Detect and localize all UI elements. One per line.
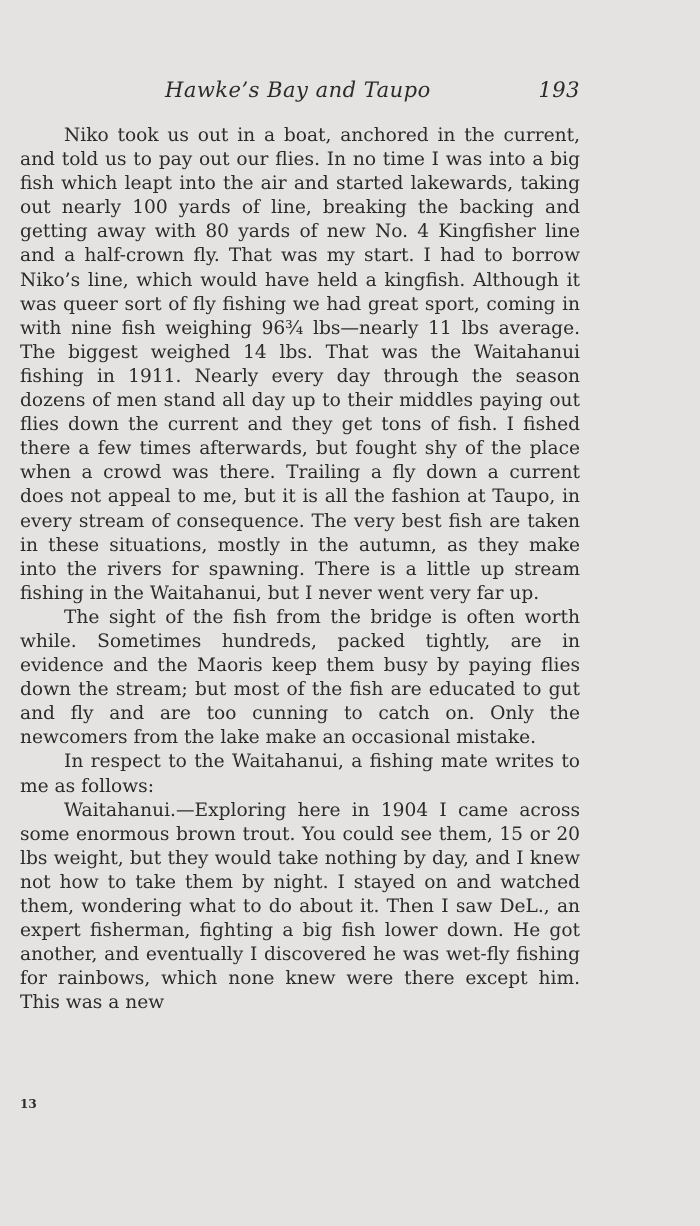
paragraph: The sight of the fish from the bridge is often worth while. Sometimes hundreds, packed tightly, are in evidence and the Maoris keep them busy by paying flies down the stream; but most of the fish are educated to gut and fly and are too cunning to catch on. Only the newcomers from the lake make an occasional mistake.	[20, 606, 580, 749]
signature-mark: 13	[20, 1097, 37, 1111]
paragraph: Waitahanui.—Exploring here in 1904 I came across some enormous brown trout. You could see them, 15 or 20 lbs weight, but they would take nothing by day, and I knew not how to take them by night. I stayed on and watched them, wondering what to do about it. Then I saw DeL., an expert fisherman, fighting a big fish lower down. He got another, and eventually I discovered he was wet-fly fishing for rainbows, which none knew were there except him. This was a new	[20, 799, 580, 1014]
running-header	[20, 78, 580, 106]
paragraph: Niko took us out in a boat, anchored in the current, and told us to pay out our flies. In no time I was into a big fish which leapt into the air and started lakewards, taking out nearly 100 yards of line, breaking the backing and getting away with 80 yards of new No. 4 Kingfisher line and a half-crown fly. That was my start. I had to borrow Niko’s line, which would have held a kingfish. Although it was queer sort of fly fishing we had great sport, coming in with nine fish weighing 96¾ lbs—nearly 11 lbs average. The biggest weighed 14 lbs. That was the Waitahanui fishing in 1911. Nearly every day through the season dozens of men stand all day up to their middles paying out flies down the current and they get tons of fish. I fished there a few times afterwards, but fought shy of the place when a crowd was there. Trailing a fly down a current does not appeal to me, but it is all the fashion at Taupo, in every stream of consequence. The very best fish are taken in these situations, mostly in the autumn, as they make into the rivers for spawning. There is a little up stream fishing in the Waitahanui, but I never went very far up.	[20, 125, 580, 604]
running-title: Hawke’s Bay and Taupo	[165, 78, 431, 102]
paragraph: In respect to the Waitahanui, a fishing mate writes to me as follows:	[20, 751, 580, 797]
body-text	[20, 124, 580, 1015]
page-number: 193	[538, 78, 580, 102]
